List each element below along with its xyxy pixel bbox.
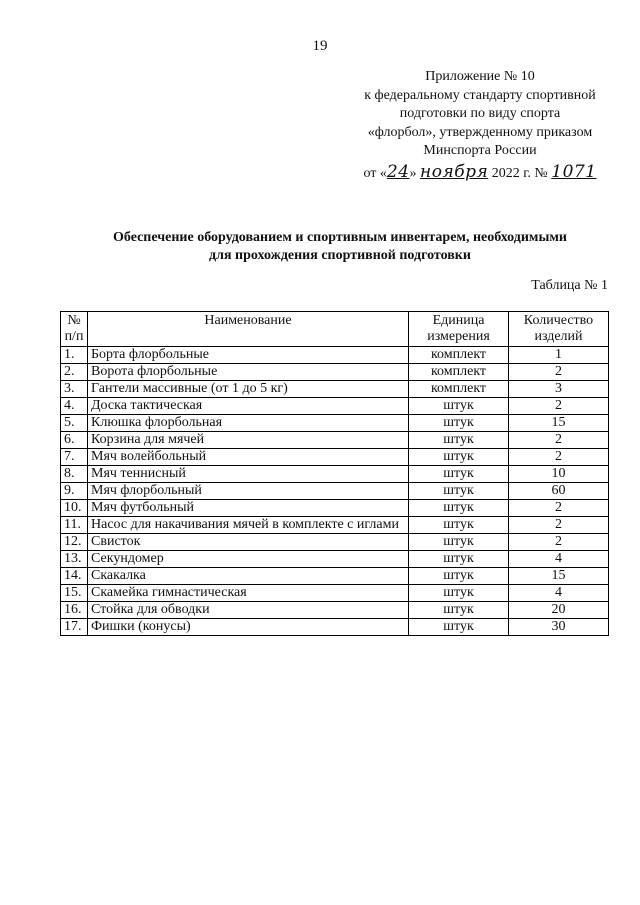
row-quantity: 2 [509, 398, 609, 415]
date-prefix: от « [363, 165, 387, 181]
row-name: Мяч теннисный [88, 466, 409, 483]
row-unit: штук [409, 415, 509, 432]
row-unit: штук [409, 483, 509, 500]
row-unit: штук [409, 466, 509, 483]
row-quantity: 15 [509, 415, 609, 432]
row-unit: штук [409, 432, 509, 449]
header-unit [409, 312, 509, 347]
table-label: Таблица № 1 [531, 278, 608, 293]
page-number: 19 [312, 38, 328, 54]
table-row [61, 364, 609, 381]
table-row [61, 585, 609, 602]
row-name: Насос для накачивания мячей в комплекте с иглами [88, 517, 409, 534]
row-unit: комплект [409, 381, 509, 398]
header-name-text: Наименование [204, 313, 292, 328]
row-number: 7. [61, 449, 88, 466]
appendix-line: к федеральному стандарту спортивной [364, 87, 596, 103]
date-mid: » [409, 165, 417, 181]
date-year: 2022 г. № [491, 165, 548, 181]
row-number: 15. [61, 585, 88, 602]
row-unit: штук [409, 568, 509, 585]
table-row [61, 551, 609, 568]
row-quantity: 4 [509, 551, 609, 568]
table-row [61, 432, 609, 449]
row-quantity: 4 [509, 585, 609, 602]
row-number: 6. [61, 432, 88, 449]
row-name: Стойка для обводки [88, 602, 409, 619]
row-number: 10. [61, 500, 88, 517]
row-number: 1. [61, 347, 88, 364]
row-quantity: 3 [509, 381, 609, 398]
row-quantity: 10 [509, 466, 609, 483]
row-unit: штук [409, 534, 509, 551]
row-unit: штук [409, 551, 509, 568]
appendix-line: Минспорта России [423, 143, 537, 158]
table-row [61, 415, 609, 432]
row-name: Секундомер [88, 551, 409, 568]
header-unit-line: Единица [432, 313, 485, 328]
row-unit: штук [409, 602, 509, 619]
row-quantity: 60 [509, 483, 609, 500]
row-name: Скакалка [88, 568, 409, 585]
document-title [60, 229, 620, 265]
row-unit: штук [409, 619, 509, 636]
row-name: Корзина для мячей [88, 432, 409, 449]
row-name: Гантели массивные (от 1 до 5 кг) [88, 381, 409, 398]
appendix-line: «флорбол», утвержденному приказом [367, 124, 593, 140]
header-unit-line: измерения [427, 329, 490, 344]
row-number: 11. [61, 517, 88, 534]
table-row [61, 568, 609, 585]
table-row [61, 398, 609, 415]
header-num [61, 312, 88, 347]
date-day: 24 [386, 161, 410, 182]
table-row [61, 534, 609, 551]
row-name: Мяч футбольный [88, 500, 409, 517]
table-row [61, 619, 609, 636]
table-row [61, 466, 609, 483]
row-number: 4. [61, 398, 88, 415]
row-number: 17. [61, 619, 88, 636]
row-name: Ворота флорбольные [88, 364, 409, 381]
row-quantity: 2 [509, 517, 609, 534]
header-num-line: п/п [64, 329, 84, 344]
row-number: 9. [61, 483, 88, 500]
appendix-line: подготовки по виду спорта [399, 106, 561, 121]
row-number: 5. [61, 415, 88, 432]
row-number: 14. [61, 568, 88, 585]
order-number: 1071 [551, 161, 597, 182]
appendix-block [330, 68, 630, 183]
row-unit: штук [409, 517, 509, 534]
row-name: Скамейка гимнастическая [88, 585, 409, 602]
row-name: Фишки (конусы) [88, 619, 409, 636]
row-unit: штук [409, 449, 509, 466]
header-name [88, 312, 409, 347]
row-name: Доска тактическая [88, 398, 409, 415]
row-quantity: 2 [509, 432, 609, 449]
table-row [61, 602, 609, 619]
row-name: Мяч волейбольный [88, 449, 409, 466]
title-line-1: Обеспечение оборудованием и спортивным инвентарем, необходимыми [113, 230, 567, 245]
header-qty [509, 312, 609, 347]
title-line-2: для прохождения спортивной подготовки [209, 248, 471, 263]
order-date-line [330, 163, 630, 184]
row-number: 12. [61, 534, 88, 551]
row-name: Мяч флорбольный [88, 483, 409, 500]
row-quantity: 1 [509, 347, 609, 364]
header-num-line: № [67, 313, 81, 328]
row-number: 8. [61, 466, 88, 483]
row-quantity: 2 [509, 534, 609, 551]
row-number: 2. [61, 364, 88, 381]
appendix-line: Приложение № 10 [425, 69, 535, 84]
table-row [61, 347, 609, 364]
date-month: ноября [420, 161, 489, 182]
header-qty-line: изделий [534, 329, 583, 344]
row-name: Борта флорбольные [88, 347, 409, 364]
row-unit: штук [409, 500, 509, 517]
row-unit: комплект [409, 347, 509, 364]
row-name: Клюшка флорбольная [88, 415, 409, 432]
table-row [61, 500, 609, 517]
table-row [61, 449, 609, 466]
row-quantity: 2 [509, 500, 609, 517]
row-unit: штук [409, 398, 509, 415]
table-row [61, 381, 609, 398]
table-row [61, 517, 609, 534]
row-quantity: 30 [509, 619, 609, 636]
row-quantity: 2 [509, 449, 609, 466]
row-number: 3. [61, 381, 88, 398]
row-name: Свисток [88, 534, 409, 551]
row-unit: комплект [409, 364, 509, 381]
equipment-table [60, 311, 609, 636]
header-qty-line: Количество [523, 313, 594, 328]
row-quantity: 20 [509, 602, 609, 619]
row-quantity: 2 [509, 364, 609, 381]
row-quantity: 15 [509, 568, 609, 585]
row-number: 13. [61, 551, 88, 568]
table-header-row [61, 312, 609, 347]
row-unit: штук [409, 585, 509, 602]
table-row [61, 483, 609, 500]
row-number: 16. [61, 602, 88, 619]
